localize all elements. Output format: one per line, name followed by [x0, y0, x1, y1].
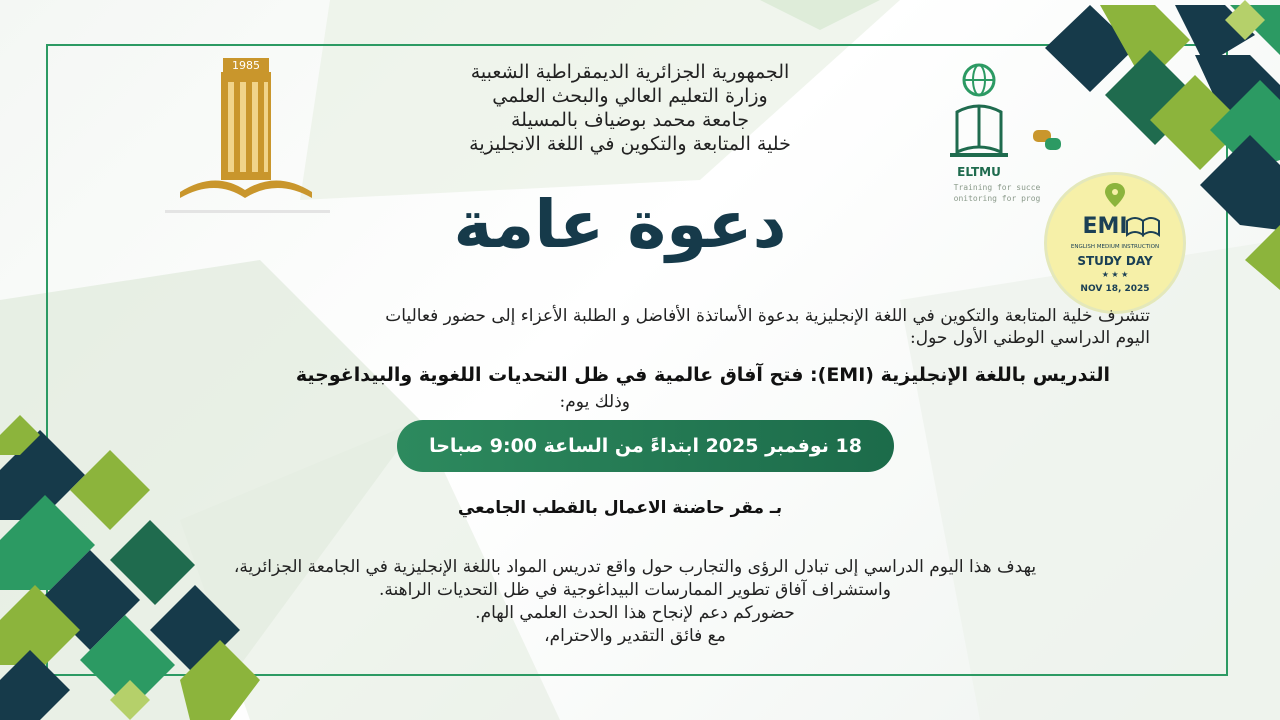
- date-text: 18 نوفمبر 2025 ابتداءً من الساعة 9:00 صباحا: [429, 435, 862, 457]
- logo-year: 1985: [232, 59, 260, 72]
- invitation-intro: [150, 305, 1150, 349]
- day-word: وذلك يوم:: [559, 392, 630, 412]
- intro-line-2: اليوم الدراسي الوطني الأول حول:: [910, 328, 1150, 348]
- closing-line-4: مع فائق التقدير والاحترام،: [544, 626, 726, 646]
- university-logo: [165, 52, 330, 222]
- study-day-label: STUDY DAY: [1077, 254, 1153, 268]
- header-line-1: الجمهورية الجزائرية الديمقراطية الشعبية: [470, 61, 790, 83]
- closing-line-3: حضوركم دعم لإنجاح هذا الحدث العلمي الهام.: [475, 603, 795, 623]
- eltmu-tagline-2: onitoring for prog: [953, 194, 1041, 203]
- header-line-2: وزارة التعليم العالي والبحث العلمي: [492, 85, 768, 107]
- date-banner: [397, 420, 894, 472]
- badge-stars: ★ ★ ★: [1101, 270, 1129, 279]
- page-title: دعوة عامة: [453, 186, 787, 263]
- study-day-topic: التدريس باللغة الإنجليزية (EMI): فتح آفاق عالمية في ظل التحديات اللغوية والبيداغوجية: [295, 364, 1110, 386]
- closing-line-2: واستشراف آفاق تطوير الممارسات البيداغوجية في ظل التحديات الراهنة.: [379, 580, 891, 600]
- header-line-3: جامعة محمد بوضياف بالمسيلة: [510, 109, 750, 131]
- eltmu-tagline-1: Training for succe: [953, 183, 1041, 192]
- closing-line-1: يهدف هذا اليوم الدراسي إلى تبادل الرؤى والتجارب حول واقع تدريس المواد باللغة الإنجليزية في الجامعة الجزائرية،: [233, 557, 1037, 577]
- institution-header: [380, 60, 880, 156]
- header-line-4: خلية المتابعة والتكوين في اللغة الانجليزية: [469, 133, 791, 155]
- emi-acronym: EMI: [1082, 214, 1128, 239]
- emi-study-day-badge: [1044, 172, 1186, 314]
- book-icon: [1127, 218, 1143, 235]
- badge-date: NOV 18, 2025: [1080, 284, 1150, 294]
- intro-line-1: تتشرف خلية المتابعة والتكوين في اللغة الإنجليزية بدعوة الأساتذة الأفاضل و الطلبة الأعزاء إلى حضور فعاليات: [385, 306, 1150, 326]
- closing-text: [130, 556, 1140, 648]
- venue: بـ مقر حاضنة الاعمال بالقطب الجامعي: [457, 498, 783, 518]
- emi-subtitle: ENGLISH MEDIUM INSTRUCTION: [1070, 244, 1160, 250]
- eltmu-name: ELTMU: [957, 165, 1001, 179]
